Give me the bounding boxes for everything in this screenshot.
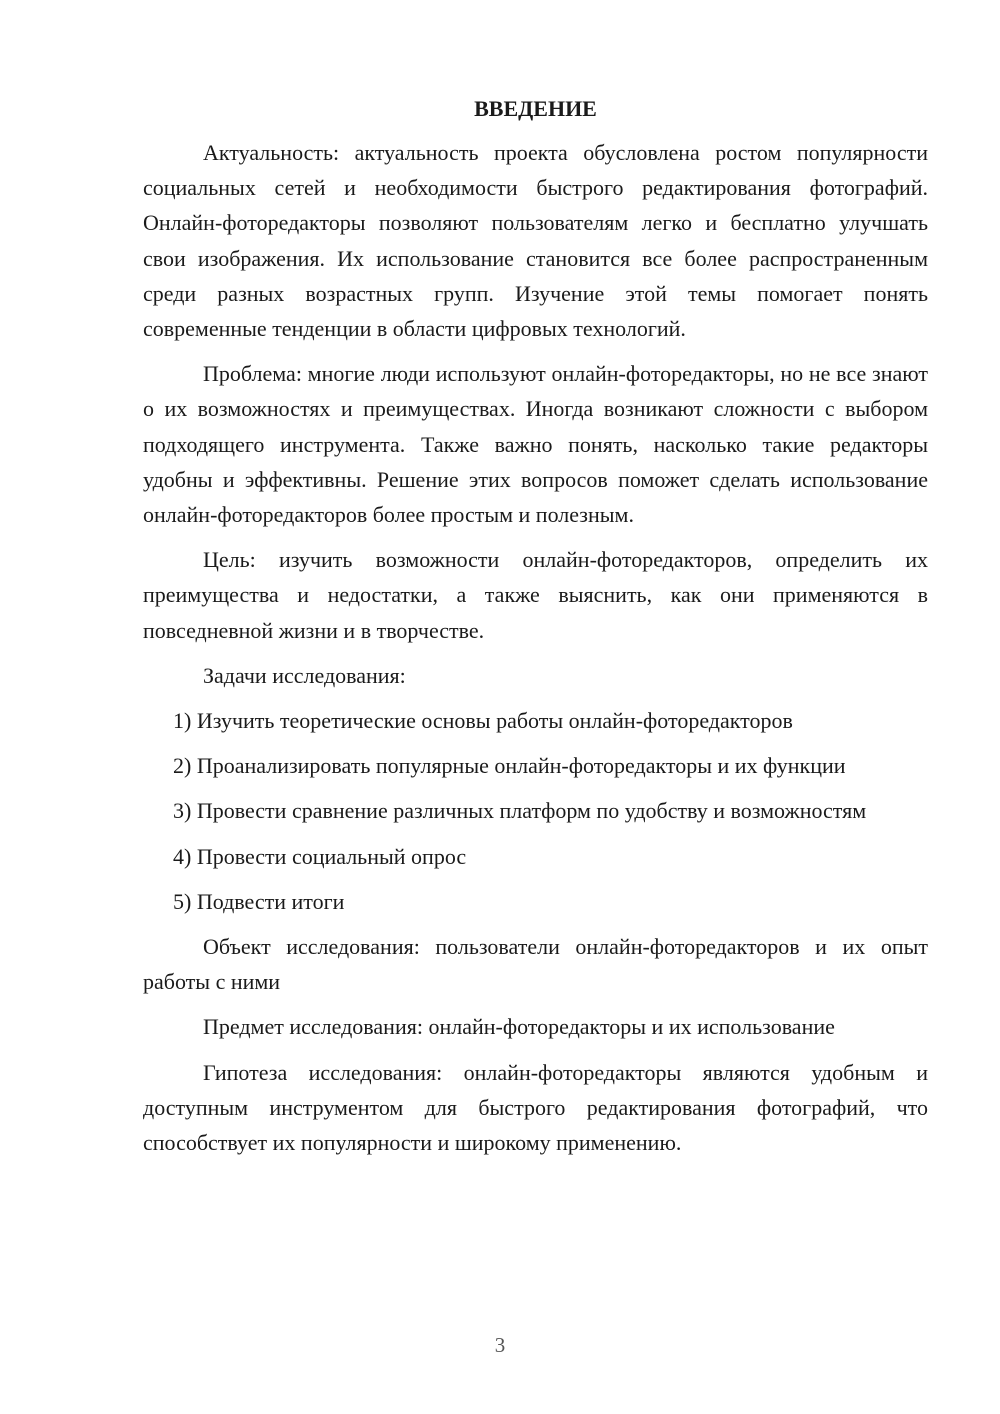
tasks-heading: Задачи исследования: <box>203 662 406 688</box>
relevance-paragraph: Актуальность: актуальность проекта обусловлена ростом популярности социальных сетей и необходимости быстрого редактирования фотографий. Онлайн-фоторедакторы позволяют пользователям легко и бесплатно улучшать свои изображения. Их использование становится все более распространенным среди разных возрастных групп. Изучение этой темы помогает понять современные тенденции в области цифровых технологий. <box>143 140 928 342</box>
page-content <box>143 94 928 1170</box>
task-item-2: 2) Проанализировать популярные онлайн-фоторедакторы и их функции <box>173 753 846 779</box>
subject-paragraph: Предмет исследования: онлайн-фоторедакторы и их использование <box>203 1014 835 1040</box>
task-item-4: 4) Провести социальный опрос <box>173 843 467 869</box>
page-number: 3 <box>494 1333 506 1357</box>
task-item-1: 1) Изучить теоретические основы работы онлайн-фоторедакторов <box>173 708 793 734</box>
goal-paragraph: Цель: изучить возможности онлайн-фоторедакторов, определить их преимущества и недостатки, а также выяснить, как они применяются в повседневной жизни и в творчестве. <box>143 547 928 643</box>
task-item-5: 5) Подвести итоги <box>173 888 345 914</box>
object-paragraph: Объект исследования: пользователи онлайн-фоторедакторов и их опыт работы с ними <box>143 934 928 995</box>
page-title: ВВЕДЕНИЕ <box>474 96 597 121</box>
hypothesis-paragraph: Гипотеза исследования: онлайн-фоторедакторы являются удобным и доступным инструментом для быстрого редактирования фотографий, что способствует их популярности и широкому применению. <box>143 1059 928 1156</box>
task-item-3: 3) Провести сравнение различных платформ по удобству и возможностям <box>173 798 867 824</box>
problem-paragraph: Проблема: многие люди используют онлайн-фоторедакторы, но не все знают о их возможностях и преимуществах. Иногда возникают сложности с выбором подходящего инструмента. Также важно понять, насколько такие редакторы удобны и эффективны. Решение этих вопросов поможет сделать использование онлайн-фоторедакторов более простым и полезным. <box>143 361 928 528</box>
